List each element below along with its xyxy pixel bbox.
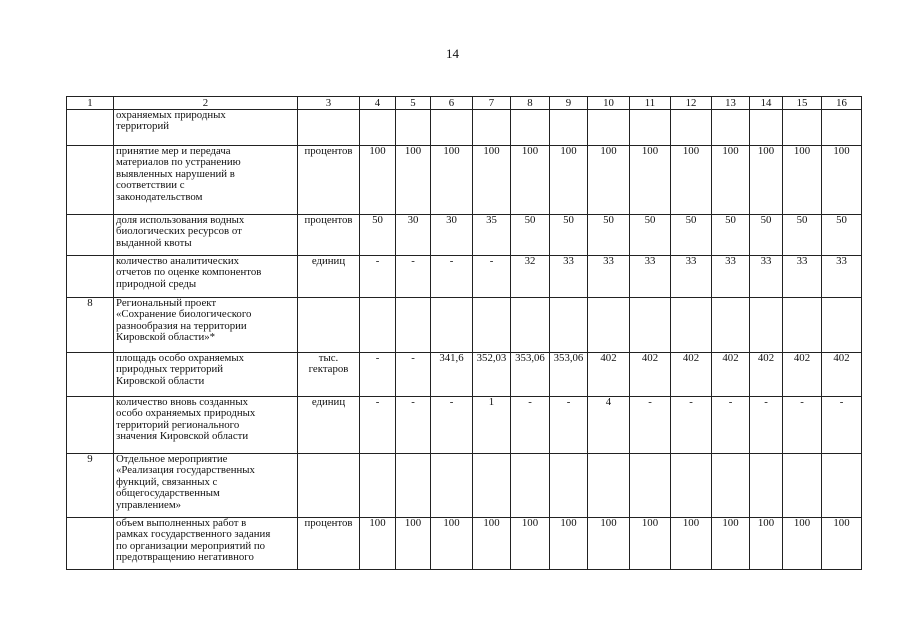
row-number-cell <box>67 397 114 454</box>
unit-cell <box>298 256 360 298</box>
indicator-name-line: территорий <box>116 120 170 133</box>
value-cell: 33 <box>822 256 862 298</box>
indicator-name-line: разнообразия на территории <box>116 319 247 332</box>
indicator-name-line: материалов по устранению <box>116 156 241 169</box>
value-cell: 402 <box>588 353 630 397</box>
value-cell: - <box>473 256 511 298</box>
row-number-cell <box>67 215 114 256</box>
value-cell: 100 <box>588 146 630 215</box>
unit-cell <box>298 110 360 146</box>
value-cell: 402 <box>750 353 783 397</box>
value-cell: 33 <box>671 256 712 298</box>
value-cell <box>473 454 511 518</box>
value-cell <box>783 110 822 146</box>
value-cell: 402 <box>630 353 671 397</box>
indicator-name-line: принятие мер и передача <box>116 145 231 157</box>
value-cell: 50 <box>360 215 396 256</box>
value-cell: 50 <box>750 215 783 256</box>
indicator-name-line: природных территорий <box>116 363 224 376</box>
indicator-name-cell <box>114 353 298 397</box>
indicator-name-line: природной среды <box>116 277 197 290</box>
value-cell <box>630 298 671 353</box>
unit-line: процентов <box>304 517 353 529</box>
value-cell <box>473 298 511 353</box>
unit-line: процентов <box>304 214 353 226</box>
value-cell: 100 <box>550 146 588 215</box>
unit-cell <box>298 353 360 397</box>
data-table <box>66 96 862 570</box>
value-cell: 30 <box>396 215 431 256</box>
value-cell: 50 <box>630 215 671 256</box>
indicator-name-line: общегосударственным <box>116 487 220 500</box>
value-cell: 50 <box>822 215 862 256</box>
value-cell <box>511 298 550 353</box>
unit-cell <box>298 397 360 454</box>
value-cell <box>360 110 396 146</box>
column-header-16: 16 <box>822 97 862 110</box>
value-cell <box>630 454 671 518</box>
value-cell: - <box>360 353 396 397</box>
column-header-11: 11 <box>630 97 671 110</box>
indicator-name-line: доля использования водных <box>116 214 245 226</box>
value-cell: - <box>431 256 473 298</box>
value-cell: - <box>431 397 473 454</box>
value-cell: 100 <box>630 146 671 215</box>
value-cell: 33 <box>550 256 588 298</box>
column-header-7: 7 <box>473 97 511 110</box>
value-cell: 100 <box>712 518 750 570</box>
value-cell <box>511 454 550 518</box>
value-cell: - <box>396 353 431 397</box>
value-cell: 50 <box>550 215 588 256</box>
value-cell <box>588 298 630 353</box>
value-cell: 100 <box>712 146 750 215</box>
value-cell <box>671 298 712 353</box>
column-header-13: 13 <box>712 97 750 110</box>
value-cell: 33 <box>783 256 822 298</box>
indicator-name-line: особо охраняемых природных <box>116 407 256 420</box>
value-cell <box>671 454 712 518</box>
indicator-name-line: объем выполненных работ в <box>116 517 247 529</box>
value-cell: 352,03 <box>473 353 511 397</box>
indicator-name-line: значения Кировской области <box>116 430 249 443</box>
indicator-name-line: отчетов по оценке компонентов <box>116 266 262 279</box>
indicator-name-line: рамках государственного задания <box>116 528 271 541</box>
unit-cell <box>298 215 360 256</box>
value-cell <box>550 298 588 353</box>
value-cell: 50 <box>588 215 630 256</box>
value-cell: 30 <box>431 215 473 256</box>
value-cell: 100 <box>822 518 862 570</box>
value-cell: 50 <box>712 215 750 256</box>
value-cell: 100 <box>360 518 396 570</box>
value-cell <box>712 298 750 353</box>
unit-cell <box>298 146 360 215</box>
value-cell: 100 <box>550 518 588 570</box>
indicator-name-line: предотвращению негативного <box>116 551 254 564</box>
value-cell: 50 <box>671 215 712 256</box>
value-cell <box>431 110 473 146</box>
unit-line: процентов <box>304 145 353 157</box>
value-cell <box>822 298 862 353</box>
value-cell: 402 <box>671 353 712 397</box>
value-cell <box>360 298 396 353</box>
unit-cell <box>298 518 360 570</box>
value-cell <box>396 298 431 353</box>
unit-cell <box>298 454 360 518</box>
value-cell <box>396 454 431 518</box>
value-cell: 341,6 <box>431 353 473 397</box>
value-cell: 32 <box>511 256 550 298</box>
value-cell <box>822 110 862 146</box>
column-header-12: 12 <box>671 97 712 110</box>
indicator-name-cell <box>114 397 298 454</box>
value-cell <box>671 110 712 146</box>
value-cell <box>588 110 630 146</box>
row-number-cell <box>67 146 114 215</box>
value-cell <box>511 110 550 146</box>
value-cell: 100 <box>511 146 550 215</box>
value-cell: 100 <box>588 518 630 570</box>
indicator-name-line: управлением» <box>116 498 182 511</box>
value-cell: 100 <box>630 518 671 570</box>
value-cell: 402 <box>783 353 822 397</box>
row-number-cell <box>67 256 114 298</box>
column-header-4: 4 <box>360 97 396 110</box>
value-cell: 4 <box>588 397 630 454</box>
value-cell: - <box>750 397 783 454</box>
unit-line: единиц <box>311 396 346 408</box>
value-cell: 100 <box>783 146 822 215</box>
indicator-name-line: функций, связанных с <box>116 475 218 488</box>
indicator-name-cell <box>114 454 298 518</box>
value-cell: 35 <box>473 215 511 256</box>
value-cell: - <box>360 256 396 298</box>
indicator-name-cell <box>114 518 298 570</box>
indicator-name-line: выявленных нарушений в <box>116 167 235 180</box>
column-header-10: 10 <box>588 97 630 110</box>
value-cell: 100 <box>822 146 862 215</box>
column-header-8: 8 <box>511 97 550 110</box>
value-cell: 100 <box>511 518 550 570</box>
table-row <box>67 110 862 146</box>
indicator-name-line: Кировской области <box>116 374 205 387</box>
indicator-name-line: территорий регионального <box>116 418 240 431</box>
indicator-name-line: соответствии с <box>116 179 185 192</box>
indicator-name-line: законодательством <box>116 190 203 203</box>
table-row <box>67 397 862 454</box>
column-header-3: 3 <box>298 97 360 110</box>
value-cell: 50 <box>511 215 550 256</box>
value-cell: 100 <box>750 518 783 570</box>
value-cell <box>750 110 783 146</box>
value-cell <box>550 110 588 146</box>
indicator-name-cell <box>114 256 298 298</box>
indicator-name-line: «Реализация государственных <box>116 464 255 477</box>
value-cell: - <box>630 397 671 454</box>
indicator-name-line: Региональный проект <box>116 297 217 309</box>
row-number-cell <box>67 518 114 570</box>
indicator-name-cell <box>114 146 298 215</box>
value-cell: 33 <box>630 256 671 298</box>
row-number-cell <box>67 110 114 146</box>
row-number-cell: 9 <box>67 454 114 518</box>
page-number: 14 <box>446 46 459 61</box>
value-cell: 353,06 <box>550 353 588 397</box>
value-cell <box>473 110 511 146</box>
value-cell: 353,06 <box>511 353 550 397</box>
table-row <box>67 215 862 256</box>
value-cell: 100 <box>360 146 396 215</box>
column-header-9: 9 <box>550 97 588 110</box>
value-cell: 100 <box>431 146 473 215</box>
unit-line: тыс. <box>318 352 339 364</box>
table-row <box>67 256 862 298</box>
unit-line: единиц <box>311 255 346 267</box>
table-row <box>67 146 862 215</box>
value-cell: 1 <box>473 397 511 454</box>
value-cell: 100 <box>783 518 822 570</box>
indicator-name-line: выданной квоты <box>116 236 192 249</box>
value-cell: 100 <box>396 518 431 570</box>
value-cell <box>783 454 822 518</box>
column-header-5: 5 <box>396 97 431 110</box>
row-number-cell: 8 <box>67 298 114 353</box>
value-cell <box>750 454 783 518</box>
value-cell <box>712 454 750 518</box>
value-cell <box>588 454 630 518</box>
table-row <box>67 518 862 570</box>
column-header-2: 2 <box>114 97 298 110</box>
indicator-name-line: Кировской области»* <box>116 331 216 344</box>
value-cell: - <box>396 256 431 298</box>
value-cell: 100 <box>473 518 511 570</box>
row-number-cell <box>67 353 114 397</box>
column-header-15: 15 <box>783 97 822 110</box>
value-cell: - <box>396 397 431 454</box>
value-cell: 33 <box>712 256 750 298</box>
indicator-name-cell <box>114 215 298 256</box>
value-cell: 100 <box>473 146 511 215</box>
value-cell: 100 <box>431 518 473 570</box>
value-cell <box>712 110 750 146</box>
value-cell: - <box>550 397 588 454</box>
value-cell: - <box>360 397 396 454</box>
indicator-name-line: Отдельное мероприятие <box>116 453 228 465</box>
table-row <box>67 454 862 518</box>
indicator-name-line: биологических ресурсов от <box>116 225 242 238</box>
value-cell <box>783 298 822 353</box>
value-cell: 33 <box>588 256 630 298</box>
indicator-name-line: количество вновь созданных <box>116 396 248 408</box>
value-cell: - <box>712 397 750 454</box>
indicator-name-cell <box>114 298 298 353</box>
value-cell <box>550 454 588 518</box>
value-cell: - <box>511 397 550 454</box>
unit-line: гектаров <box>308 363 349 376</box>
value-cell <box>431 454 473 518</box>
value-cell <box>360 454 396 518</box>
value-cell: - <box>783 397 822 454</box>
value-cell: - <box>822 397 862 454</box>
value-cell: 100 <box>750 146 783 215</box>
table-row <box>67 298 862 353</box>
value-cell: 100 <box>396 146 431 215</box>
value-cell <box>822 454 862 518</box>
indicator-name-cell <box>114 110 298 146</box>
column-header-6: 6 <box>431 97 473 110</box>
column-header-14: 14 <box>750 97 783 110</box>
value-cell <box>630 110 671 146</box>
value-cell: - <box>671 397 712 454</box>
value-cell: 100 <box>671 518 712 570</box>
header-row <box>67 97 862 110</box>
unit-cell <box>298 298 360 353</box>
indicator-name-line: «Сохранение биологического <box>116 308 252 321</box>
value-cell: 402 <box>822 353 862 397</box>
indicator-name-line: по организации мероприятий по <box>116 539 266 552</box>
value-cell <box>431 298 473 353</box>
value-cell: 33 <box>750 256 783 298</box>
indicator-name-line: площадь особо охраняемых <box>116 352 244 364</box>
value-cell <box>396 110 431 146</box>
value-cell: 100 <box>671 146 712 215</box>
value-cell: 50 <box>783 215 822 256</box>
value-cell <box>750 298 783 353</box>
table-row <box>67 353 862 397</box>
value-cell: 402 <box>712 353 750 397</box>
indicator-name-line: количество аналитических <box>116 255 240 267</box>
column-header-1: 1 <box>67 97 114 110</box>
indicator-name-line: охраняемых природных <box>116 109 226 121</box>
